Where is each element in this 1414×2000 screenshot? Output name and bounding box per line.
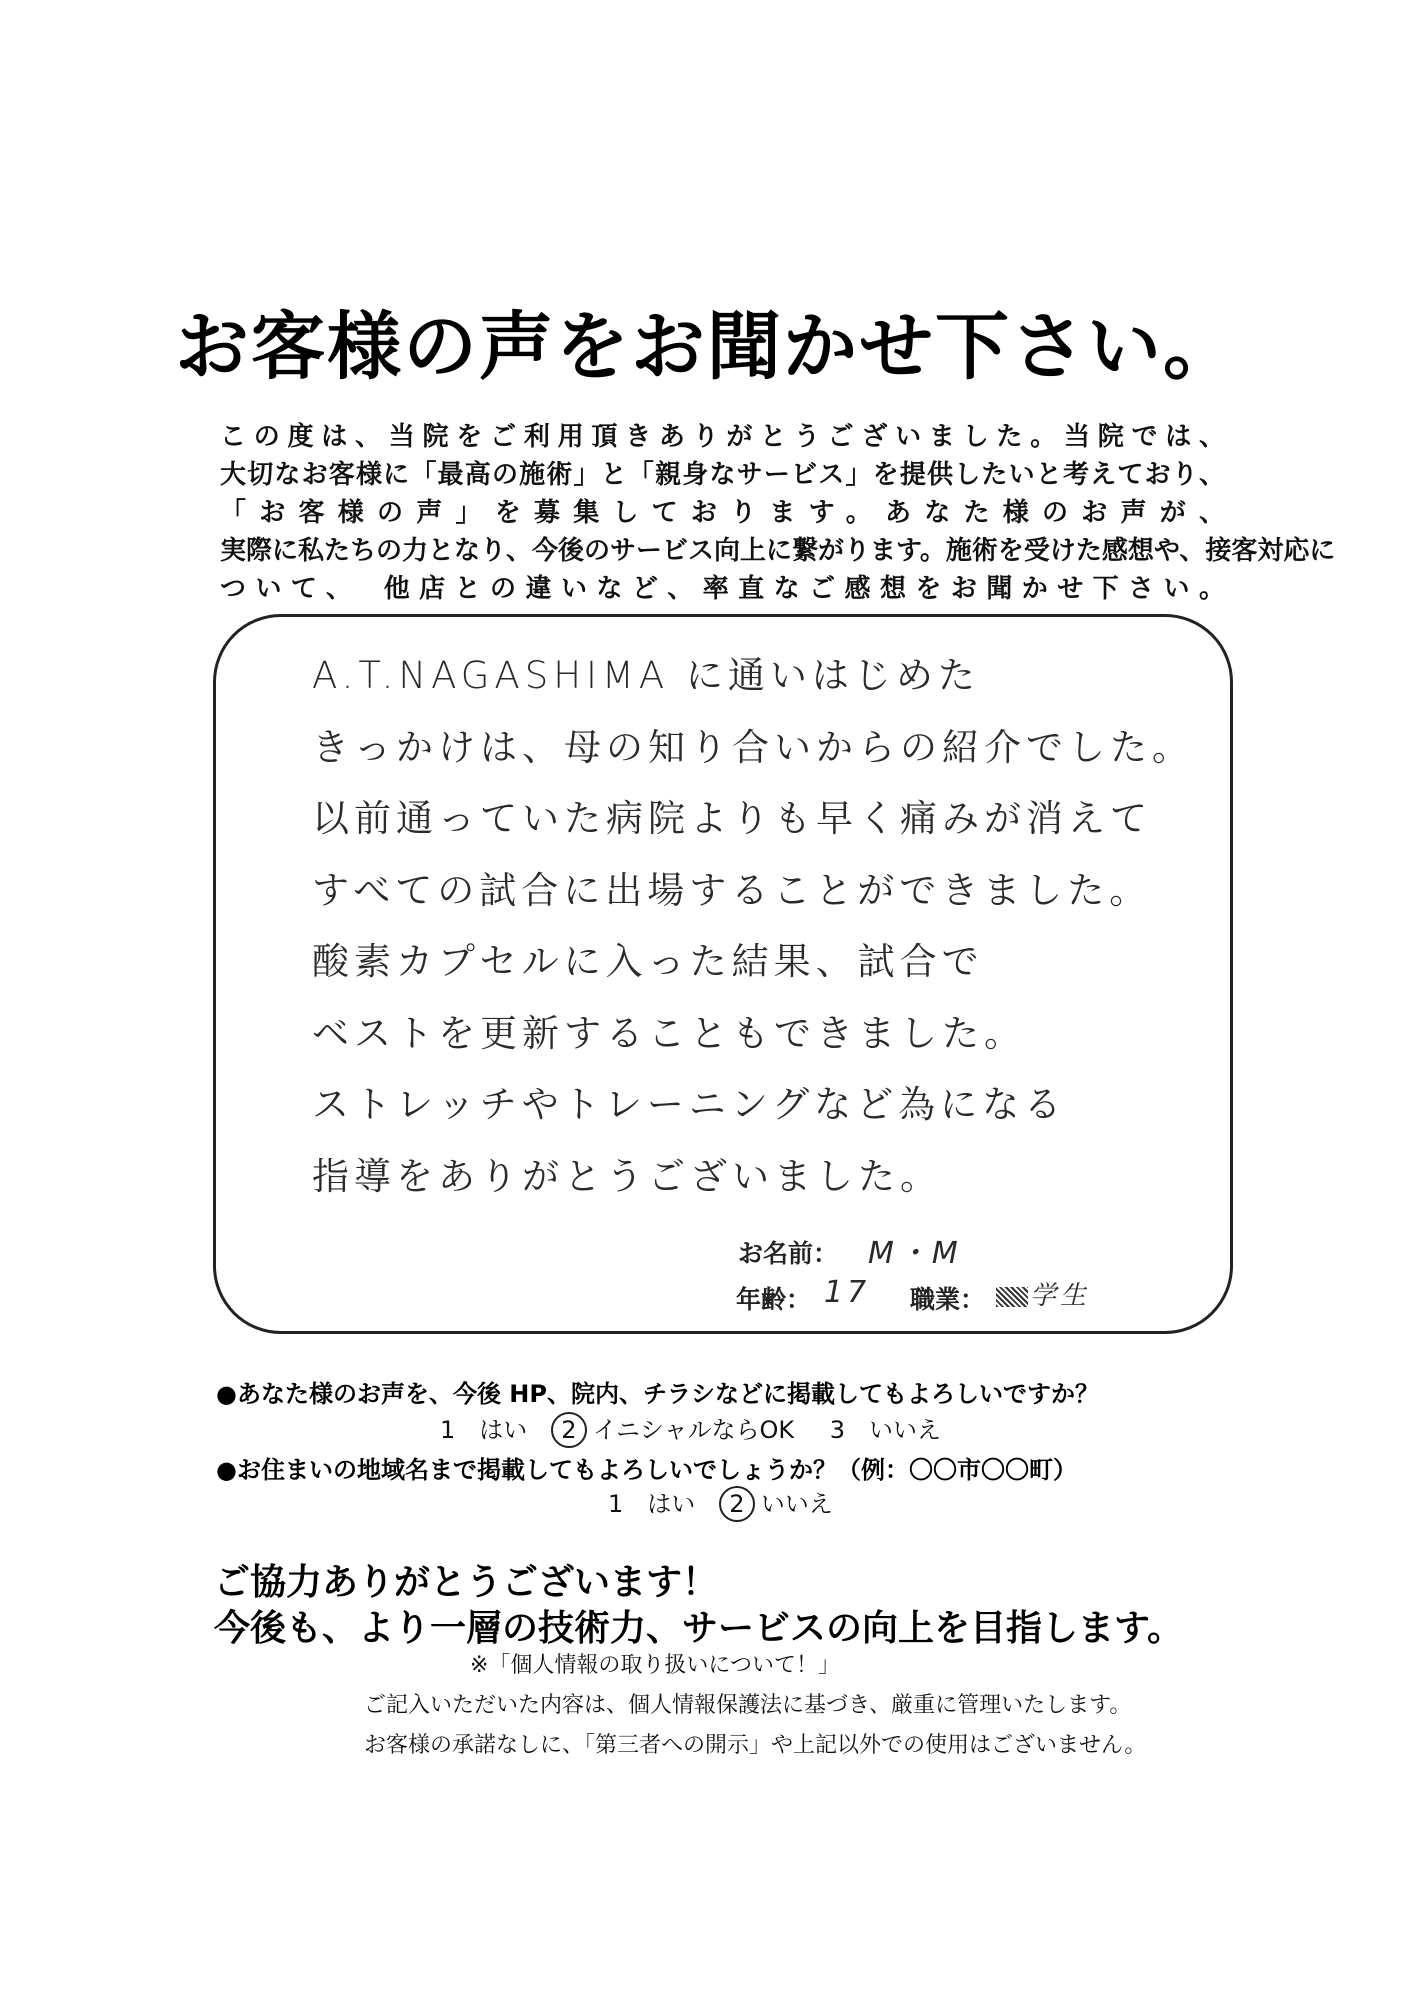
option-yes[interactable]: 1 はい (608, 1490, 696, 1518)
area-consent-options (608, 1484, 833, 1522)
testimonial-line: A.T.NAGASHIMA に通いはじめた (312, 654, 980, 697)
age-value: 17 (824, 1275, 871, 1310)
privacy-line: ご記入いただいた内容は、個人情報保護法に基づき、厳重に管理いたします。 (364, 1693, 1132, 1718)
intro-text (220, 418, 1336, 608)
option-2-selected[interactable]: 2 (551, 1412, 587, 1448)
crossed-out-mark (996, 1287, 1028, 1307)
intro-line: 実際に私たちの力となり、今後のサービス向上に繋がります。施術を受けた感想や、接客対応に (220, 536, 1336, 566)
name-label: お名前： (738, 1239, 839, 1268)
intro-line: 大切なお客様に「最高の施術」と「親身なサービス」を提供したいと考えており、 (220, 460, 1225, 490)
testimonial-line: すべての試合に出場することができました。 (312, 868, 1152, 912)
testimonial-line: 酸素カプセルに入った結果、試合で (312, 940, 984, 983)
publish-consent-options (440, 1410, 941, 1448)
privacy-line: お客様の承諾なしに、「第三者への開示」や上記以外での使用はございません。 (364, 1733, 1147, 1758)
handwritten-testimonial (312, 640, 1194, 1212)
testimonial-line: きっかけは、母の知り合いからの紹介でした。 (312, 725, 1194, 769)
thanks-subheading: 今後も、より一層の技術力、サービスの向上を目指します。 (214, 1608, 1184, 1649)
option-initials-ok[interactable]: イニシャルならOK (592, 1416, 795, 1444)
thanks-heading: ご協力ありがとうございます！ (214, 1562, 719, 1603)
intro-line: 「お客様の声」を募集しております。あなた様のお声が、 (220, 498, 1225, 528)
option-no[interactable]: いいえ (760, 1490, 833, 1518)
question-area-consent: ●お住まいの地域名まで掲載してもよろしいでしょうか？（例：〇〇市〇〇町） (216, 1456, 1077, 1484)
intro-line: この度は、当院をご利用頂きありがとうございました。当院では、 (220, 422, 1225, 452)
option-no[interactable]: 3 いいえ (829, 1416, 942, 1444)
page-title: お客様の声をお聞かせ下さい。 (175, 304, 1239, 390)
occupation-label: 職業： (910, 1285, 986, 1314)
option-yes[interactable]: 1 はい (440, 1416, 528, 1444)
option-2-selected[interactable]: 2 (719, 1486, 755, 1522)
testimonial-line: ストレッチやトレーニングなど為になる (312, 1083, 1067, 1126)
question-publish-consent: ●あなた様のお声を、今後 HP、院内、チラシなどに掲載してもよろしいですか？ (216, 1380, 1099, 1408)
intro-line: ついて、 他店との違いなど、率直なご感想をお聞かせ下さい。 (220, 574, 1225, 604)
testimonial-line: 指導をありがとうございました。 (312, 1154, 942, 1198)
privacy-heading: ※「個人情報の取り扱いについて！」 (470, 1653, 840, 1678)
age-label: 年齢： (736, 1285, 812, 1314)
occupation-value: 学生 (996, 1275, 1090, 1312)
testimonial-line: ベストを更新することもできました。 (312, 1011, 1026, 1055)
name-value: M・M (868, 1236, 962, 1271)
testimonial-line: 以前通っていた病院よりも早く痛みが消えて (312, 797, 1152, 840)
